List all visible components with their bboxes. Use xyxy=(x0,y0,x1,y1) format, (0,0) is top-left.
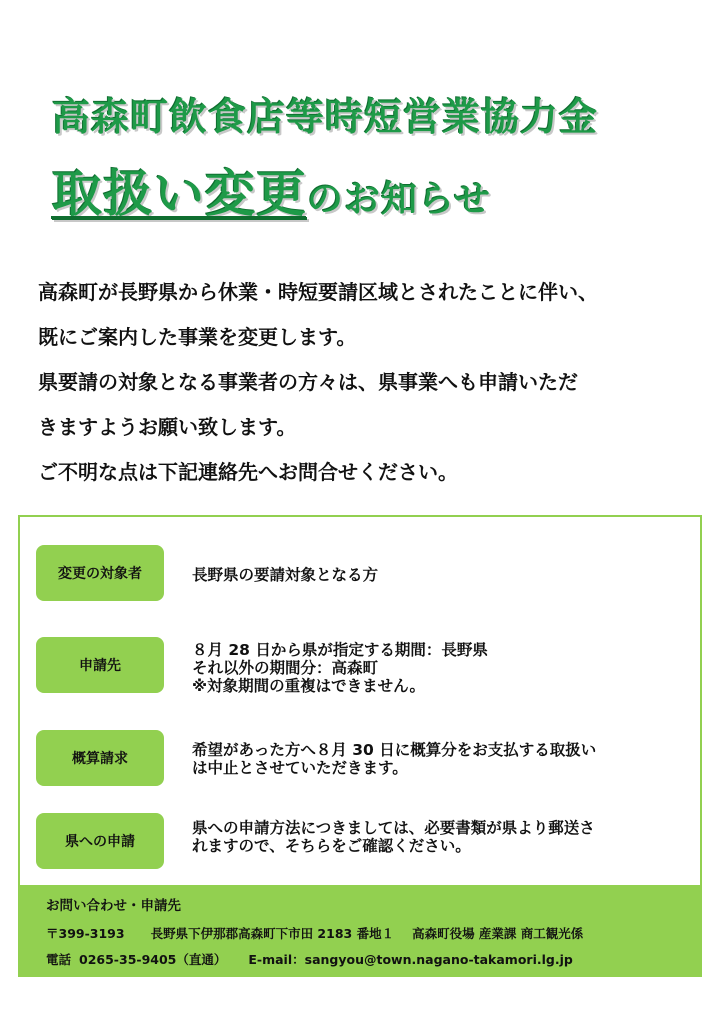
text-estimate-claim xyxy=(192,741,692,777)
details-box xyxy=(18,515,702,977)
phone-label: 電話 xyxy=(46,952,72,967)
contact-phone-line xyxy=(46,947,700,973)
item-line: それ以外の期間分：高森町 xyxy=(192,659,379,677)
contact-title: お問い合わせ・申請先 xyxy=(46,898,181,914)
text-application-destination xyxy=(192,641,692,695)
intro-line: 県要請の対象となる事業者の方々は、県事業へも申請いただ xyxy=(38,370,578,394)
address: 長野県下伊那郡高森町下市田 2183 番地１ xyxy=(150,926,395,941)
title-suffix: のお知らせ xyxy=(307,179,491,220)
contact-address-line xyxy=(46,921,700,947)
intro-line: 既にご案内した事業を変更します。 xyxy=(38,325,357,349)
label-prefecture-application: 県への申請 xyxy=(36,813,164,869)
text-target-persons xyxy=(192,566,692,584)
contact-footer xyxy=(20,885,700,975)
item-line: れますので、そちらをご確認ください。 xyxy=(192,837,471,855)
item-line: 県への申請方法につきましては、必要書類が県より郵送さ xyxy=(192,819,595,837)
office-name: 高森町役場 産業課 商工観光係 xyxy=(412,926,584,941)
item-line: は中止とさせていただきます。 xyxy=(192,759,408,777)
intro-text xyxy=(38,270,708,495)
intro-line: きますようお願い致します。 xyxy=(38,415,297,439)
title-main: 取扱い変更 xyxy=(52,165,307,223)
item-line: 希望があった方へ８月 30 日に概算分をお支払する取扱い xyxy=(192,741,597,759)
phone-number[interactable]: 0265-35-9405（直通） xyxy=(79,952,227,967)
email-address[interactable]: E-mail：sangyou@town.nagano-takamori.lg.jp xyxy=(248,952,573,967)
text-prefecture-application xyxy=(192,819,692,855)
title-line-2 xyxy=(52,154,491,226)
title-line-1: 高森町飲食店等時短営業協力金 xyxy=(52,95,599,139)
postal-code: 〒399-3193 xyxy=(46,926,125,941)
item-line: ※対象期間の重複はできません。 xyxy=(192,677,425,695)
label-application-destination: 申請先 xyxy=(36,637,164,693)
intro-line: ご不明な点は下記連絡先へお問合せください。 xyxy=(38,460,458,484)
item-line: 長野県の要請対象となる方 xyxy=(192,566,379,584)
label-estimate-claim: 概算請求 xyxy=(36,730,164,786)
label-target-persons: 変更の対象者 xyxy=(36,545,164,601)
item-line: ８月 28 日から県が指定する期間：長野県 xyxy=(192,641,488,659)
intro-line: 高森町が長野県から休業・時短要請区域とされたことに伴い、 xyxy=(38,280,598,304)
